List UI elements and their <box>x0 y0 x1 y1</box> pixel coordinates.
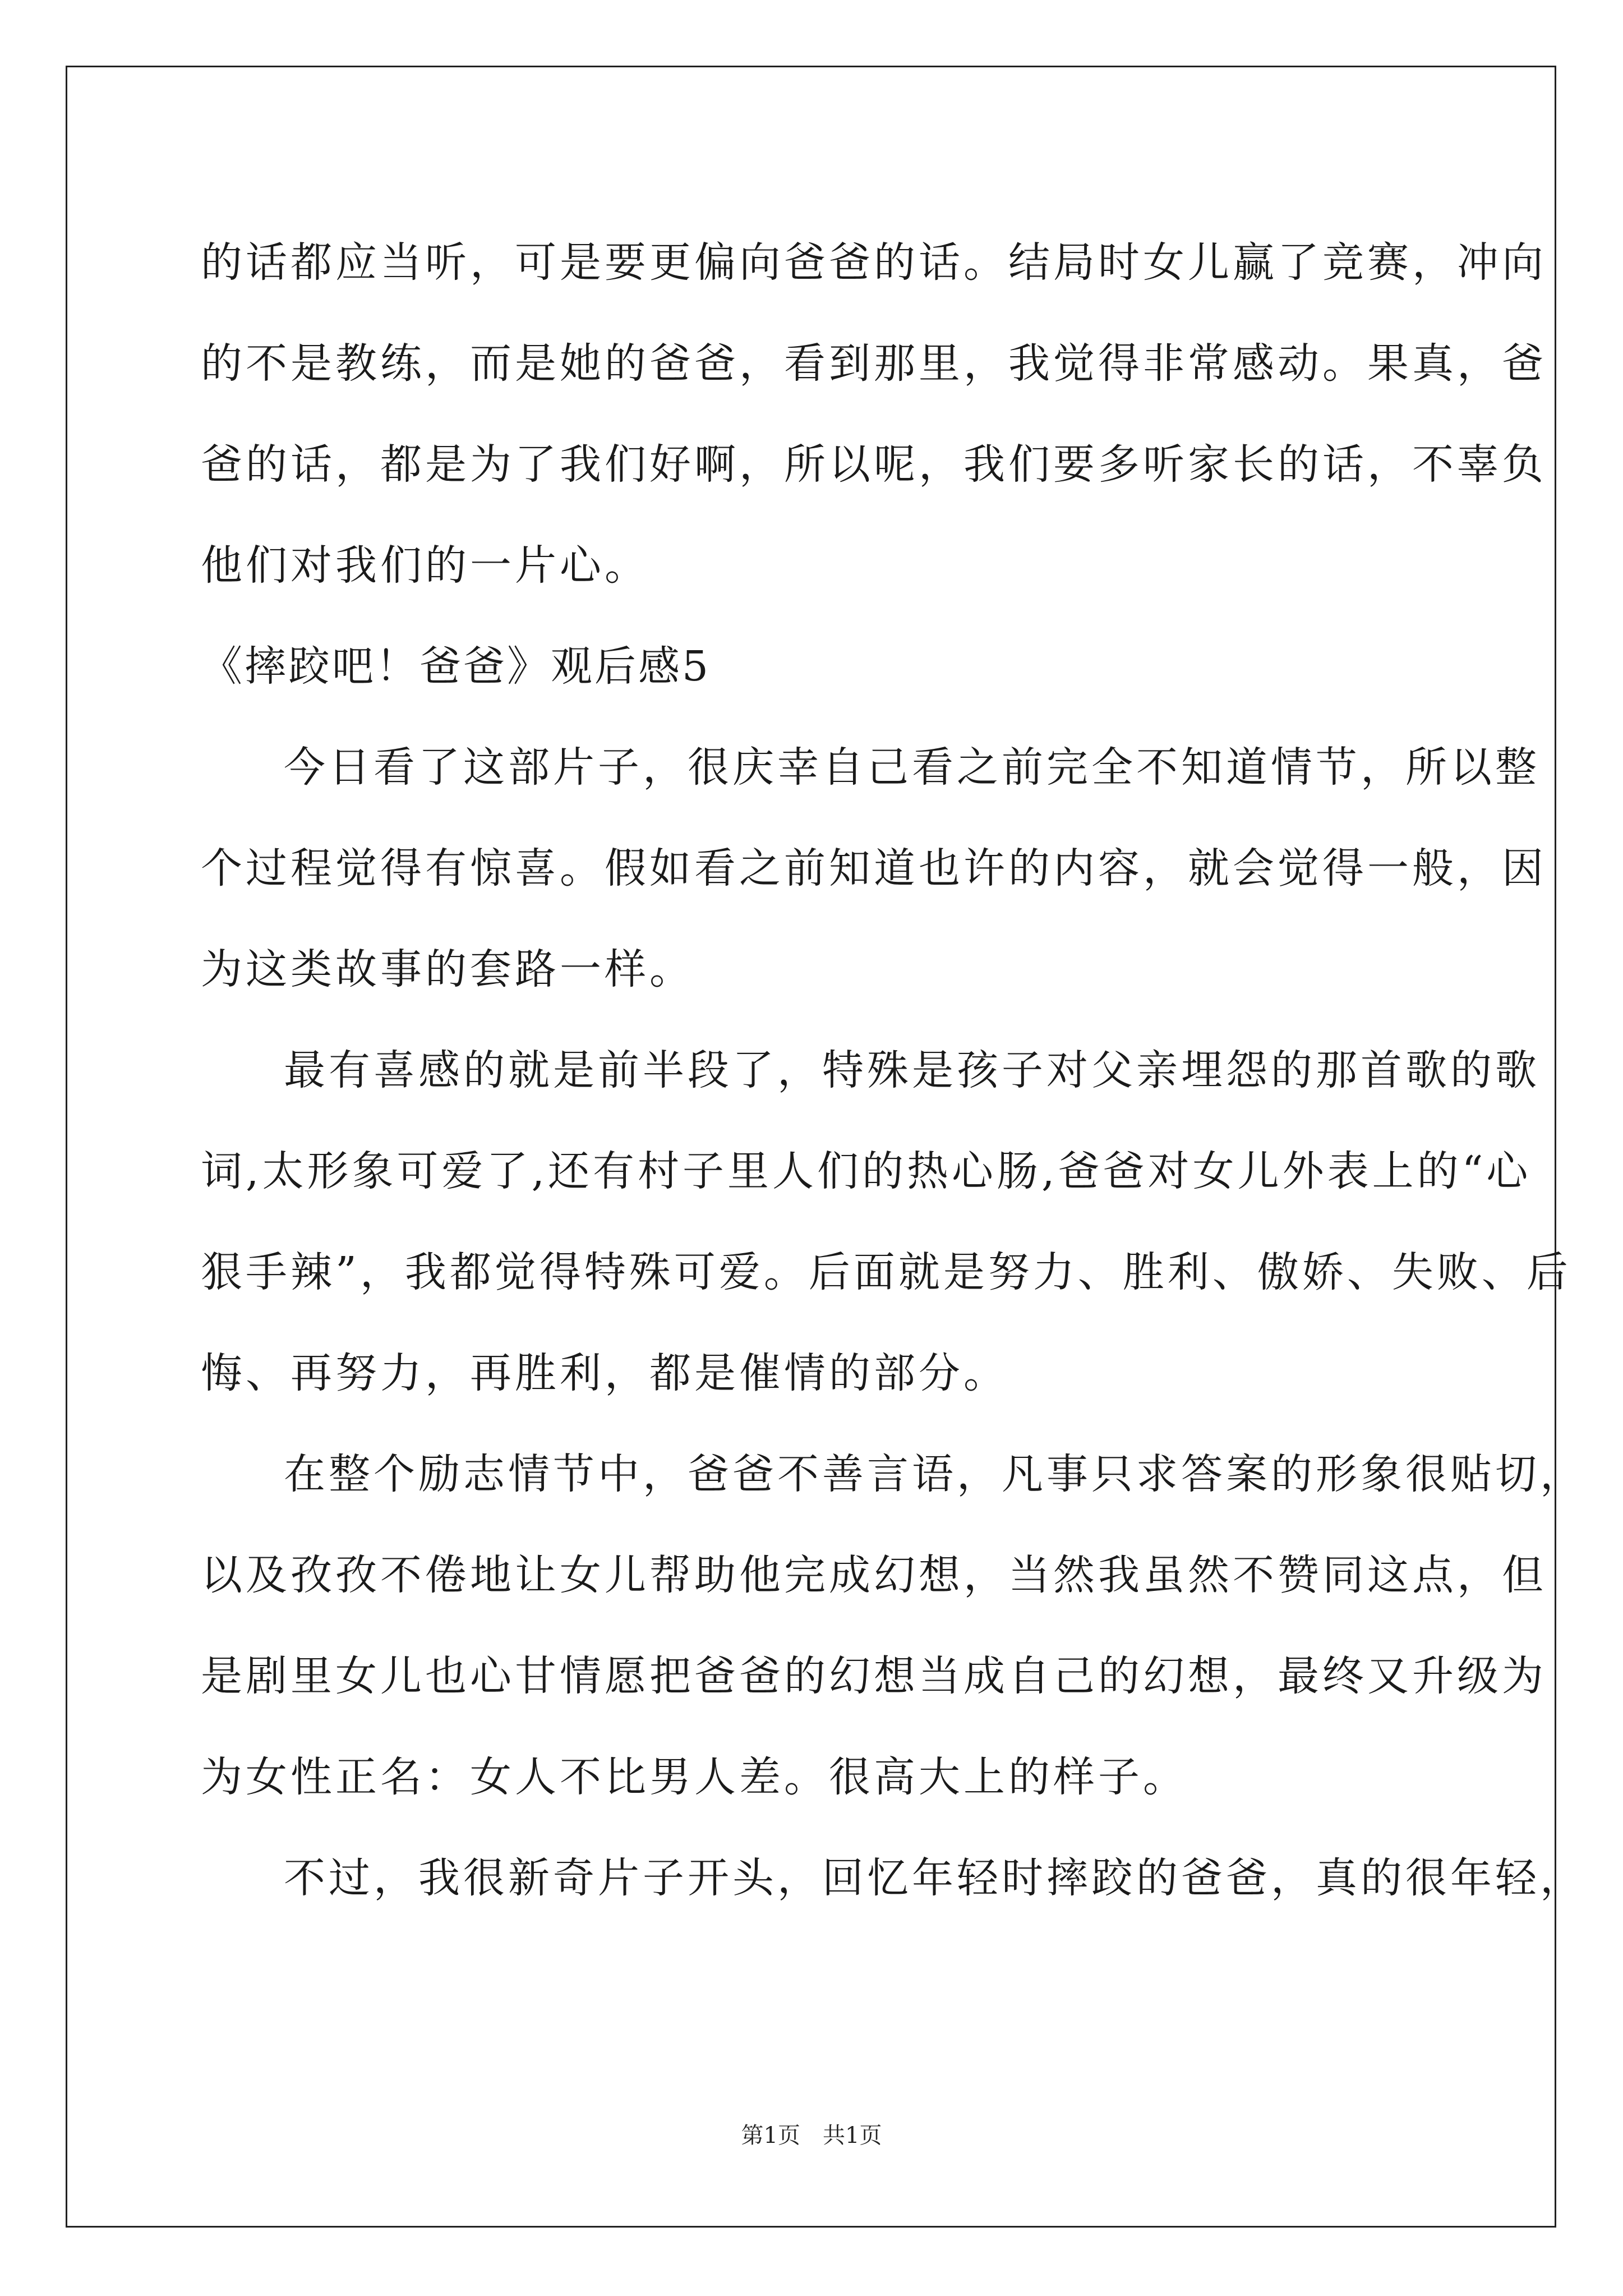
text-line: 个过程觉得有惊喜。假如看之前知道也许的内容，就会觉得一般，因 <box>201 844 1547 892</box>
text-line: 今日看了这部片子，很庆幸自己看之前完全不知道情节，所以整 <box>284 743 1540 792</box>
text-line: 最有喜感的就是前半段了，特殊是孩子对父亲埋怨的那首歌的歌 <box>284 1046 1540 1094</box>
text-line: 在整个励志情节中，爸爸不善言语，凡事只求答案的形象很贴切， <box>284 1450 1585 1498</box>
text-line: 为女性正名：女人不比男人差。很高大上的样子。 <box>201 1753 1188 1801</box>
page-number: 第1页 共1页 <box>741 2123 882 2148</box>
text-line: 为这类故事的套路一样。 <box>201 945 694 993</box>
text-line: 词,太形象可爱了,还有村子里人们的热心肠,爸爸对女儿外表上的“心 <box>201 1147 1532 1195</box>
document-body <box>201 212 1585 1929</box>
section-heading: 《摔跤吧！爸爸》观后感5 <box>201 642 711 691</box>
text-line: 悔、再努力，再胜利，都是催情的部分。 <box>201 1349 1008 1397</box>
text-line: 他们对我们的一片心。 <box>201 541 649 590</box>
text-line: 爸的话，都是为了我们好啊，所以呢，我们要多听家长的话，不辜负 <box>201 440 1547 489</box>
text-line: 的话都应当听，可是要更偏向爸爸的话。结局时女儿赢了竞赛，冲向 <box>201 238 1547 287</box>
text-line: 不过，我很新奇片子开头，回忆年轻时摔跤的爸爸，真的很年轻， <box>284 1854 1585 1902</box>
text-line: 的不是教练，而是她的爸爸，看到那里，我觉得非常感动。果真，爸 <box>201 339 1547 388</box>
text-line: 狠手辣”，我都觉得特殊可爱。后面就是努力、胜利、傲娇、失败、后 <box>201 1248 1571 1296</box>
text-line: 是剧里女儿也心甘情愿把爸爸的幻想当成自己的幻想，最终又升级为 <box>201 1652 1547 1700</box>
text-line: 以及孜孜不倦地让女儿帮助他完成幻想，当然我虽然不赞同这点，但 <box>201 1551 1547 1599</box>
